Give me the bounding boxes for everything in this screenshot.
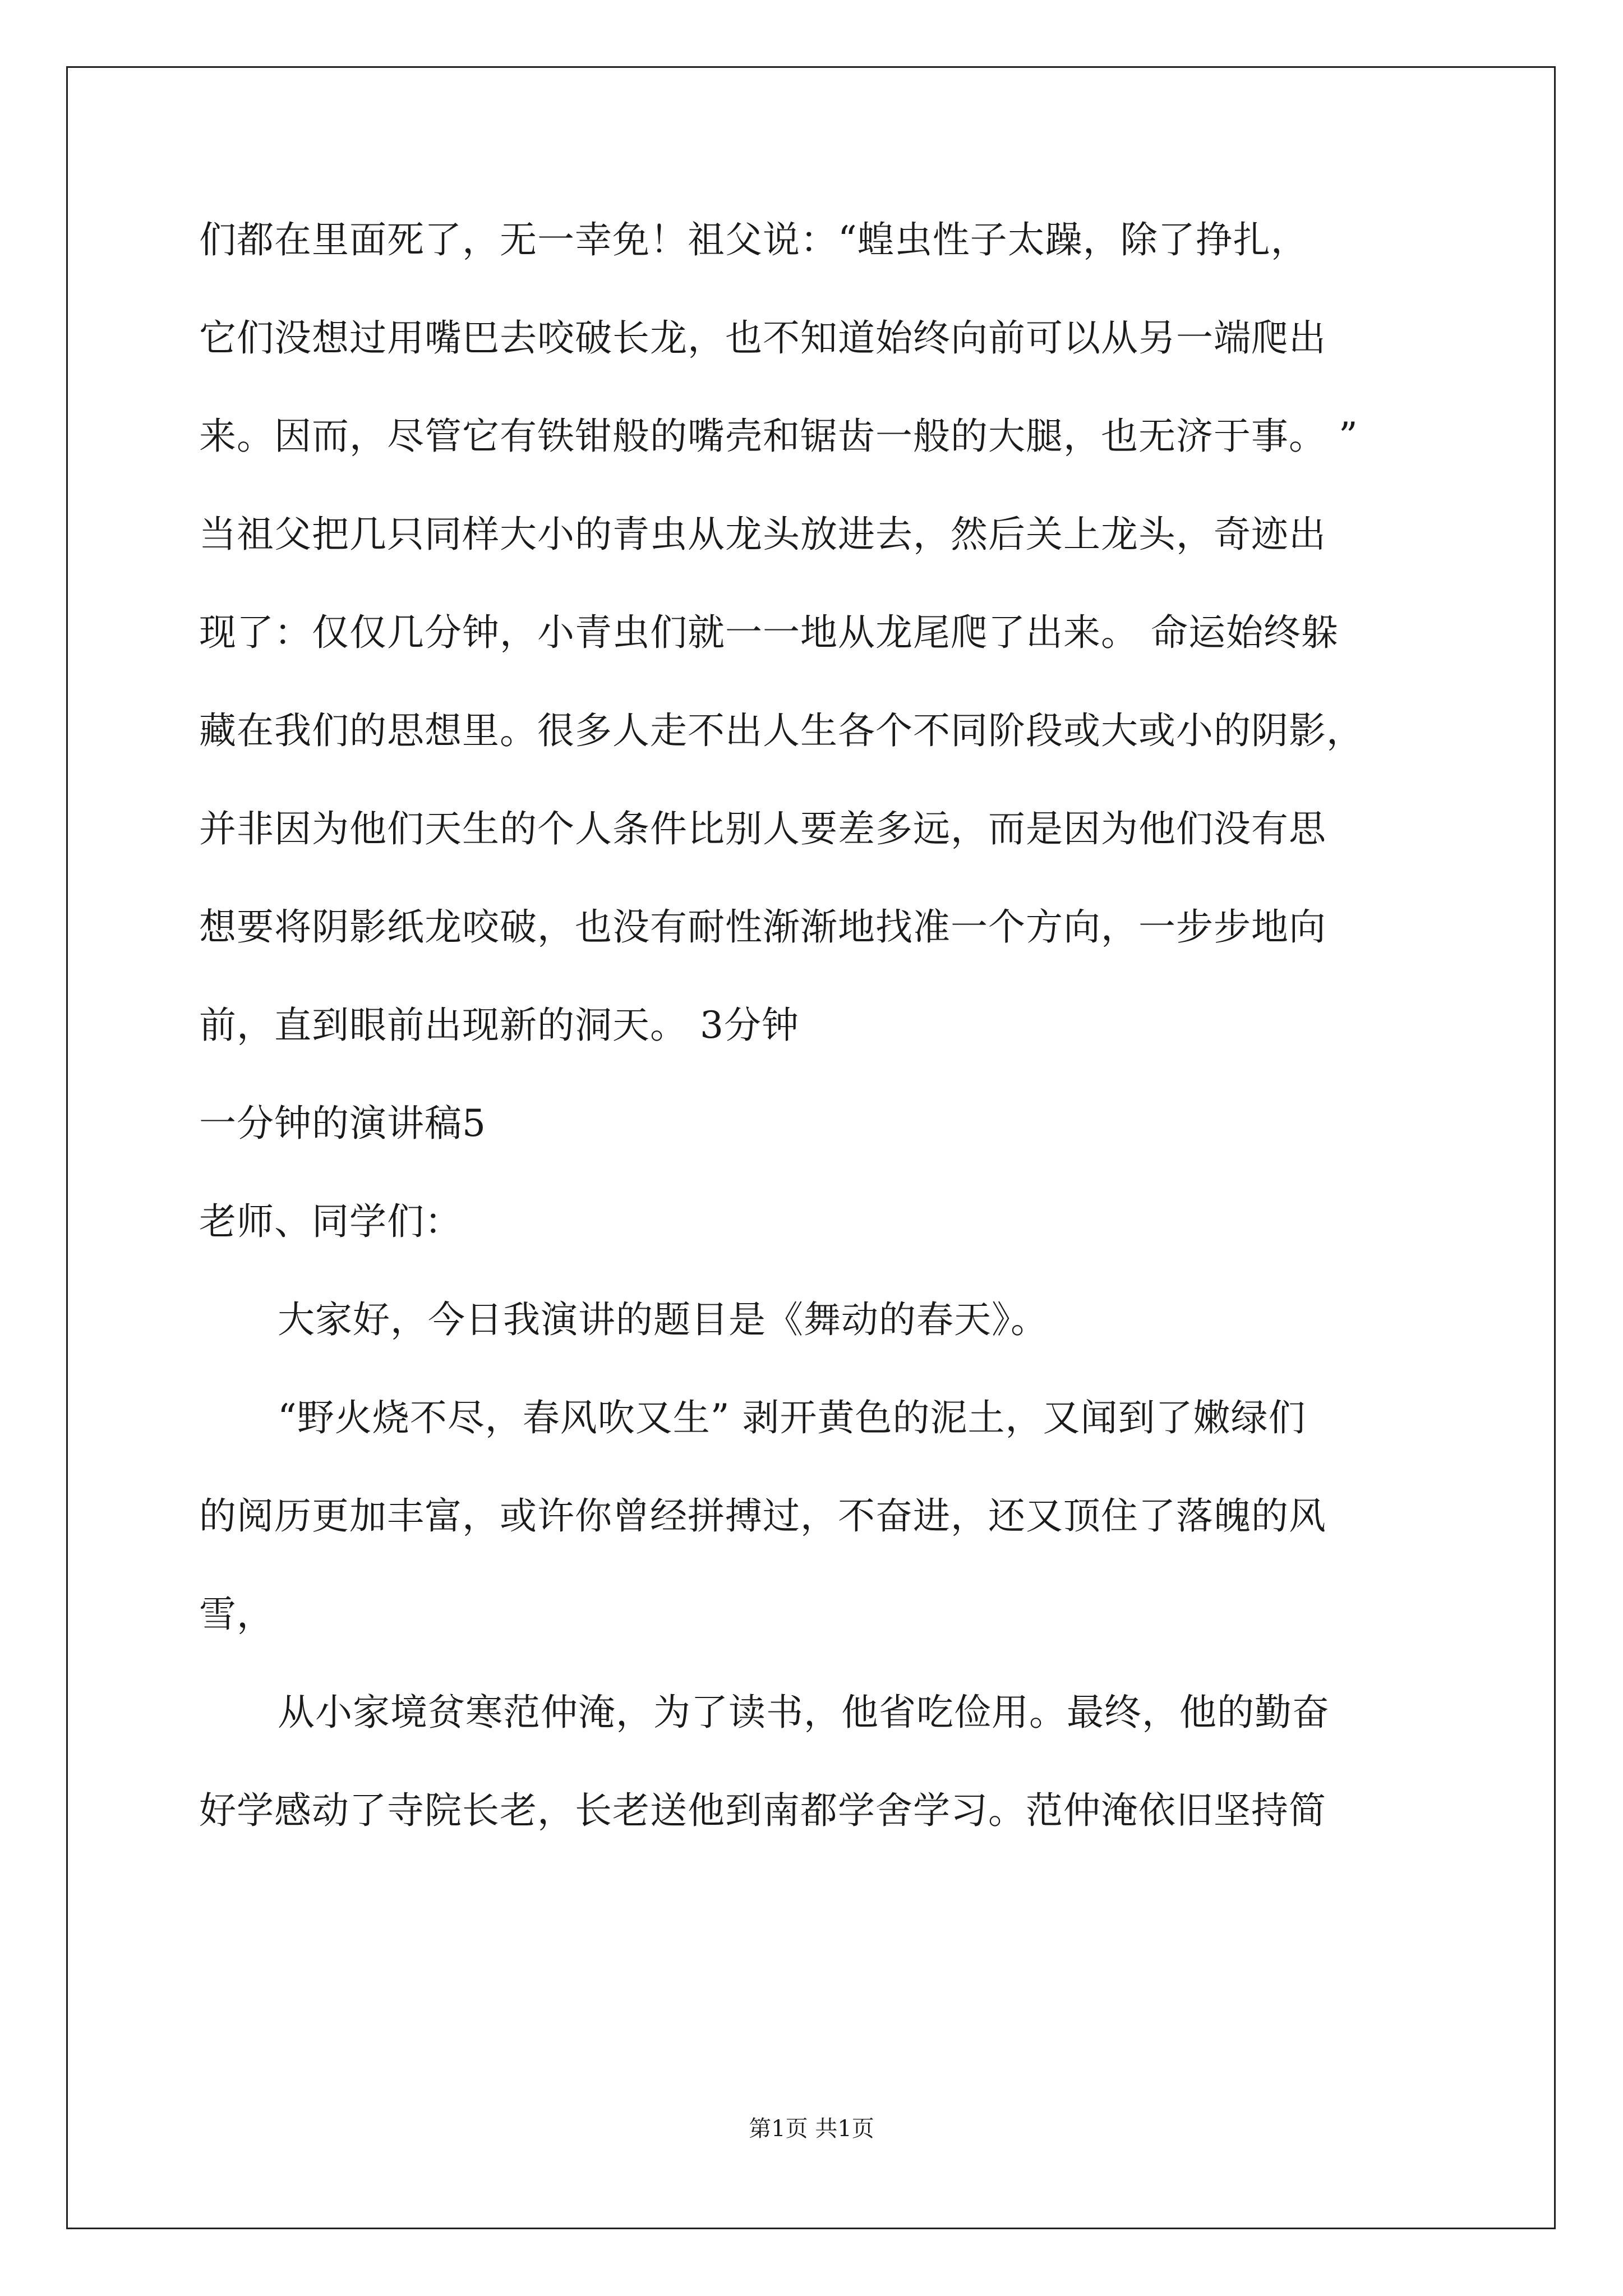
salutation: 老师、同学们： xyxy=(199,1200,462,1243)
body-line: 想要将阴影纸龙咬破，也没有耐性渐渐地找准一个方向，一步步地向 xyxy=(199,905,1326,949)
body-line: 并非因为他们天生的个人条件比别人要差多远，而是因为他们没有思 xyxy=(199,807,1326,850)
body-line: “野火烧不尽，春风吹又生” 剥开黄色的泥土，又闻到了嫩绿们 xyxy=(278,1396,1306,1439)
body-line: 当祖父把几只同样大小的青虫从龙头放进去，然后关上龙头，奇迹出 xyxy=(199,513,1326,556)
section-heading: 一分钟的演讲稿5 xyxy=(199,1102,486,1145)
body-line: 们都在里面死了，无一幸免！祖父说：“蝗虫性子太躁，除了挣扎， xyxy=(199,218,1308,261)
page-border xyxy=(66,66,1556,2229)
body-line: 的阅历更加丰富，或许你曾经拼搏过，不奋进，还又顶住了落魄的风 xyxy=(199,1494,1326,1538)
body-line: 现了：仅仅几分钟，小青虫们就一一地从龙尾爬了出来。 命运始终躲 xyxy=(199,611,1339,654)
page-footer: 第1页 共1页 xyxy=(749,2116,874,2142)
body-line: 大家好，今日我演讲的题目是《舞动的春天》。 xyxy=(278,1298,1048,1341)
body-line: 藏在我们的思想里。很多人走不出人生各个不同阶段或大或小的阴影， xyxy=(199,709,1364,752)
body-line: 前，直到眼前出现新的洞天。 3分钟 xyxy=(199,1004,799,1047)
body-line: 雪， xyxy=(199,1593,274,1636)
body-line: 来。因而，尽管它有铁钳般的嘴壳和锯齿一般的大腿，也无济于事。 ” xyxy=(199,415,1358,458)
body-line: 它们没想过用嘴巴去咬破长龙，也不知道始终向前可以从另一端爬出 xyxy=(199,316,1326,360)
body-line: 好学感动了寺院长老，长老送他到南都学舍学习。范仲淹依旧坚持简 xyxy=(199,1789,1326,1832)
body-line: 从小家境贫寒范仲淹，为了读书，他省吃俭用。最终，他的勤奋 xyxy=(278,1691,1330,1734)
